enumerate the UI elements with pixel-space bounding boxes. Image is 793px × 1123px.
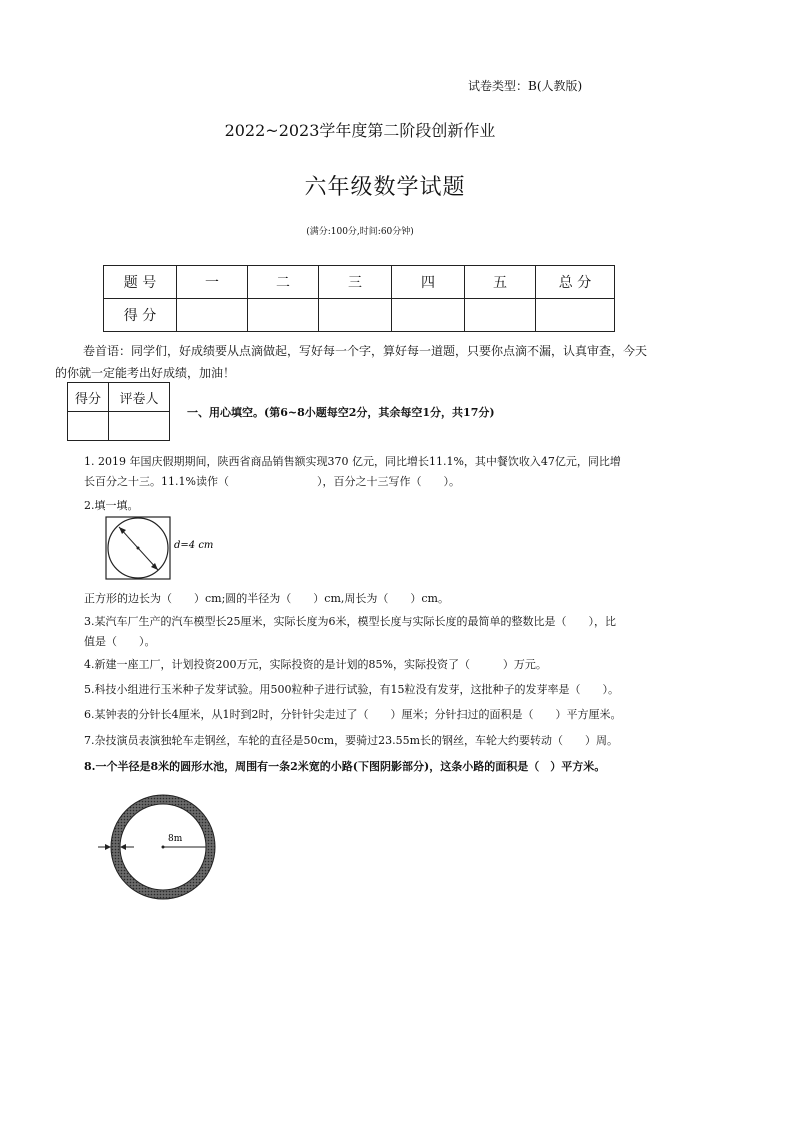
radius-label: 8m xyxy=(168,834,183,844)
preface-line: 卷首语：同学们，好成绩要从点滴做起，写好每一个字，算好每一道题，只要你点滴不漏，认真审查，今天 xyxy=(83,344,648,358)
score-table-cell: 一 xyxy=(177,266,248,299)
score-input-cell[interactable] xyxy=(465,299,536,332)
score-table-cell: 总 分 xyxy=(536,266,615,299)
question-text: 3.某汽车厂生产的汽车模型长25厘米，实际长度为6米，模型长度与实际长度的最简单的整数比是（ ），比 xyxy=(84,615,616,628)
question-2: 2.填一填。 xyxy=(84,499,139,512)
question-8: 8.一个半径是8米的圆形水池，周围有一条2米宽的小路(下图阴影部分)，这条小路的面积是（ ）平方米。 xyxy=(84,760,606,773)
paper-type: 试卷类型：B(人教版) xyxy=(468,79,583,93)
series-title: 2022~2023学年度第二阶段创新作业 xyxy=(224,121,496,140)
score-table-header-row xyxy=(104,266,615,299)
question-3 xyxy=(84,612,684,652)
question-2-answer: 正方形的边长为（ ）cm;圆的半径为（ ）cm,周长为（ ）cm。 xyxy=(84,592,449,605)
grader-table-cell: 评卷人 xyxy=(109,383,170,412)
preface xyxy=(55,340,675,384)
score-table xyxy=(103,265,615,332)
score-input-cell[interactable] xyxy=(177,299,248,332)
question-5: 5.科技小组进行玉米种子发芽试验。用500粒种子进行试验，有15粒没有发芽，这批种子的发芽率是（ ）。 xyxy=(84,683,619,696)
score-input-cell[interactable] xyxy=(536,299,615,332)
arrow-head-icon xyxy=(105,844,111,850)
grader-input-cell[interactable] xyxy=(68,412,109,441)
grader-table xyxy=(67,382,170,441)
question-text: 值是（ ）。 xyxy=(84,635,156,648)
score-table-cell: 得 分 xyxy=(104,299,177,332)
score-table-cell: 五 xyxy=(465,266,536,299)
page-title: 六年级数学试题 xyxy=(304,175,466,200)
score-table-cell: 二 xyxy=(248,266,319,299)
question-text: 长百分之十三。11.1%读作（ ），百分之十三写作（ ）。 xyxy=(84,475,460,488)
square-circle-figure xyxy=(102,514,222,582)
score-table-cell: 题 号 xyxy=(104,266,177,299)
score-table-cell: 三 xyxy=(319,266,392,299)
grader-input-cell[interactable] xyxy=(109,412,170,441)
preface-line: 的你就一定能考出好成绩，加油！ xyxy=(55,366,236,380)
grader-table-cell: 得分 xyxy=(68,383,109,412)
score-table-cell: 四 xyxy=(392,266,465,299)
section-title: 一、用心填空。(第6~8小题每空2分，其余每空1分，共17分) xyxy=(187,406,495,419)
question-7: 7.杂技演员表演独轮车走钢丝，车轮的直径是50cm，要骑过23.55m长的钢丝，车轮大约要转动（ ）周。 xyxy=(84,734,619,747)
question-6: 6.某钟表的分针长4厘米，从1时到2时，分针针尖走过了（ ）厘米；分针扫过的面积是（ ）平方厘米。 xyxy=(84,708,622,721)
question-1 xyxy=(84,452,684,492)
question-text: 1. 2019 年国庆假期期间，陕西省商品销售额实现370 亿元，同比增长11.1%，其中餐饮收入47亿元，同比增 xyxy=(84,455,621,468)
ring-path-figure xyxy=(96,788,236,908)
score-input-cell[interactable] xyxy=(248,299,319,332)
exam-info: (满分:100分,时间:60分钟) xyxy=(306,227,414,237)
score-input-cell[interactable] xyxy=(392,299,465,332)
score-table-score-row xyxy=(104,299,615,332)
question-4: 4.新建一座工厂，计划投资200万元，实际投资的是计划的85%，实际投资了（ ）万元。 xyxy=(84,658,547,671)
center-dot xyxy=(137,547,140,550)
score-input-cell[interactable] xyxy=(319,299,392,332)
diameter-label: d=4 cm xyxy=(174,540,214,551)
